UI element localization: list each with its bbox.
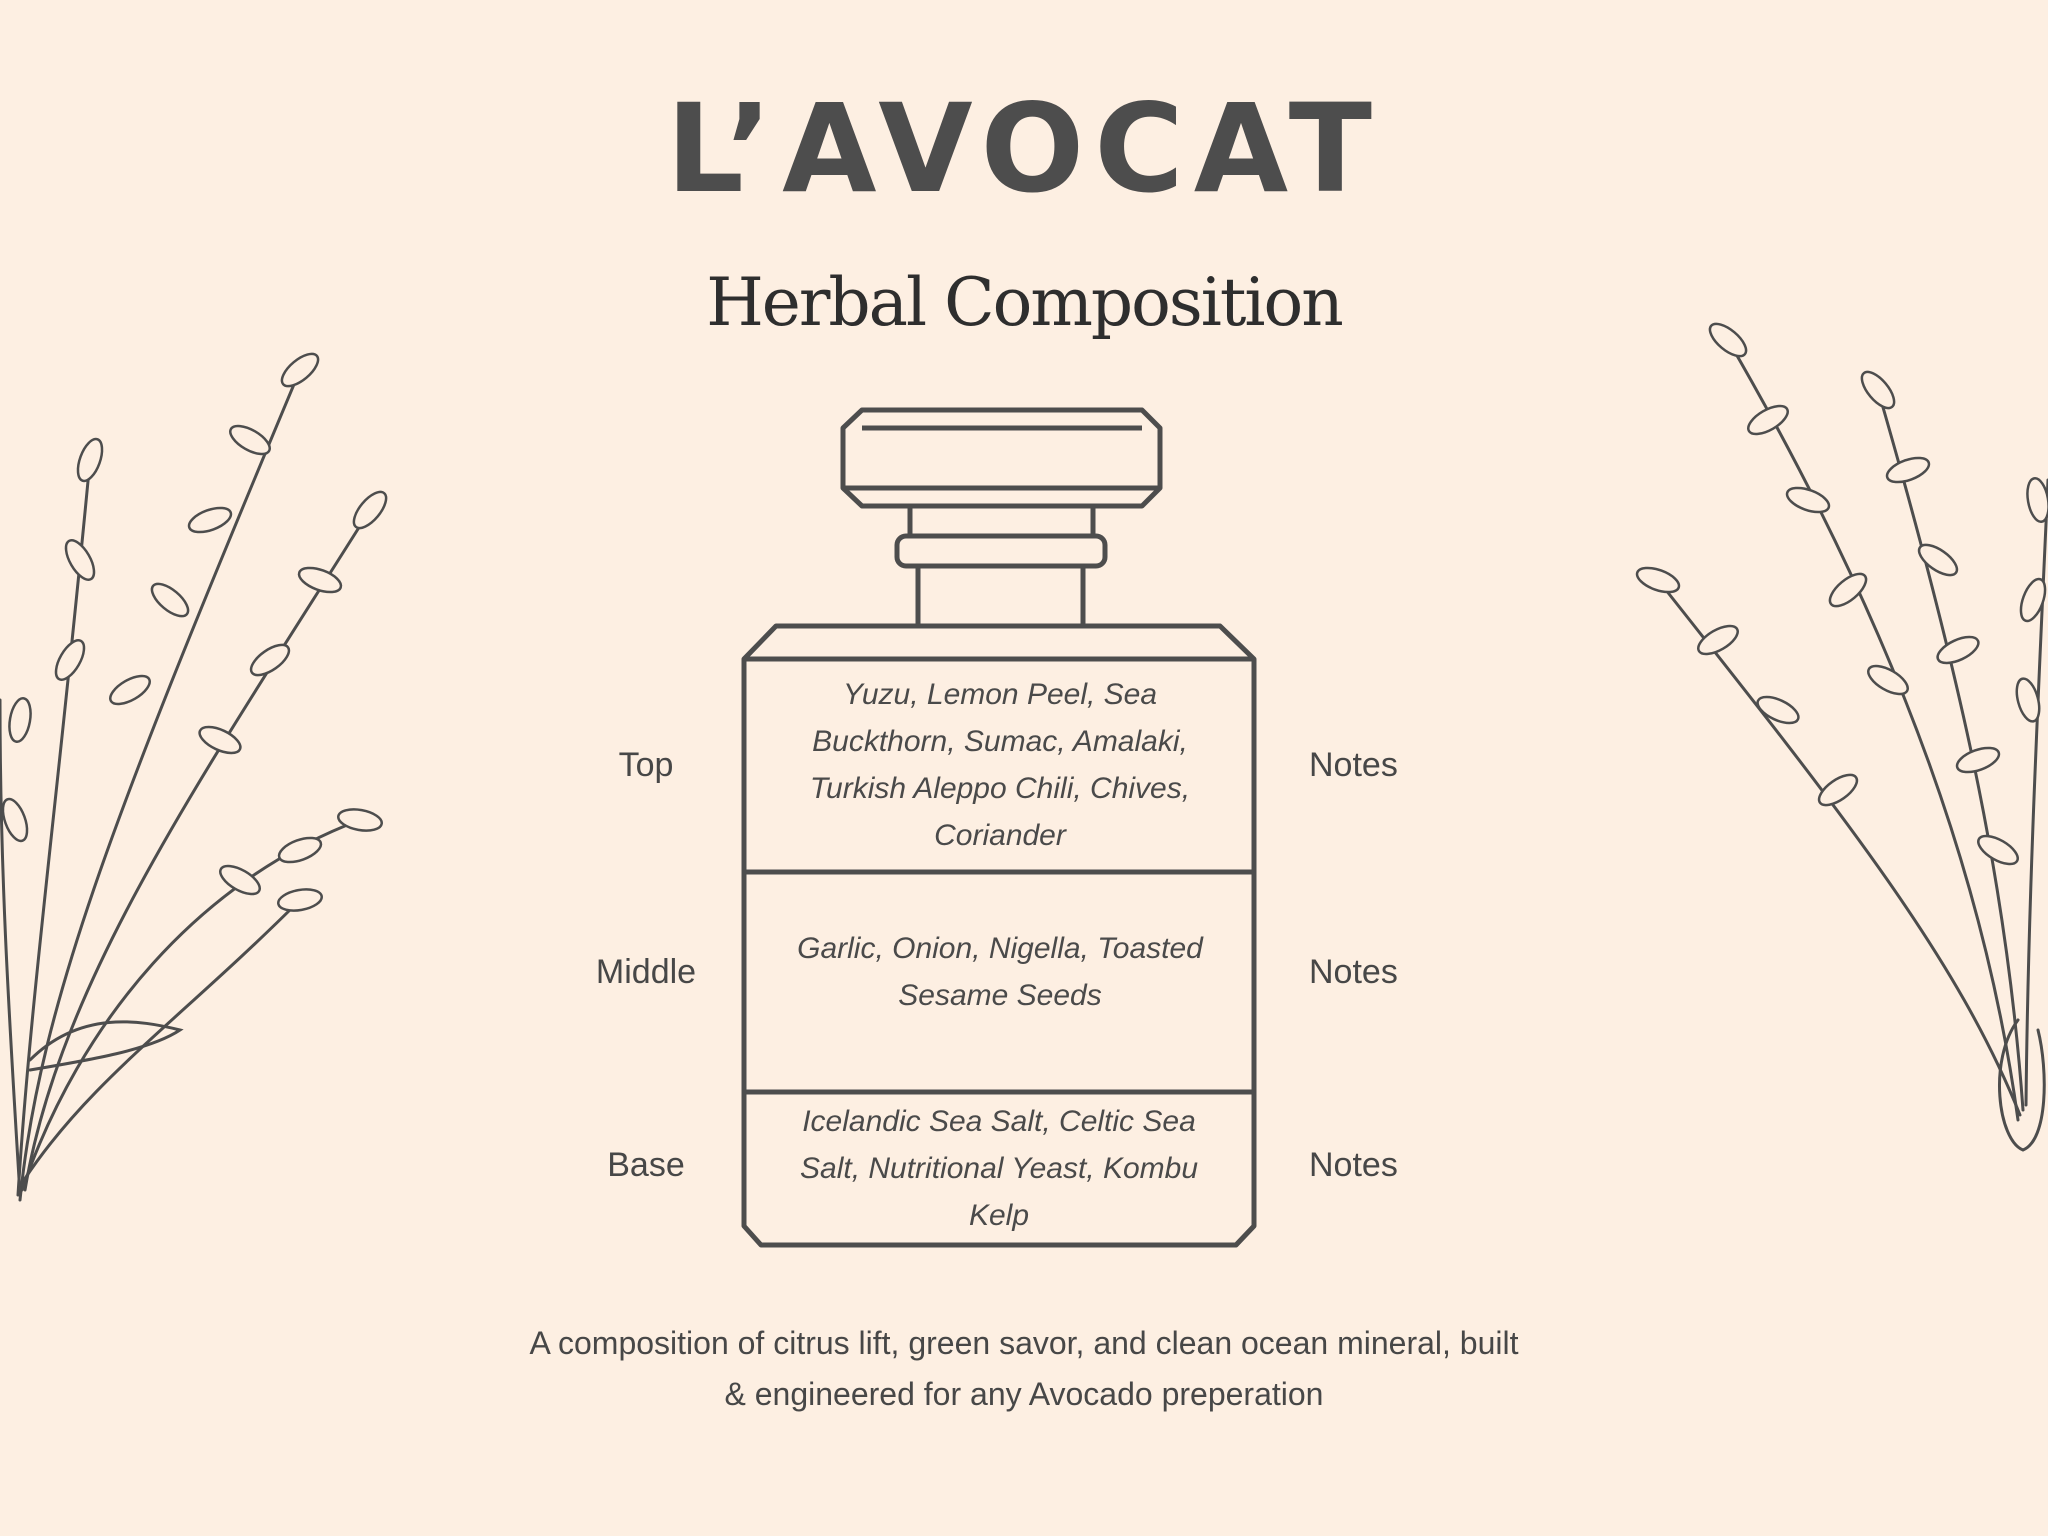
middle-notes-label: Middle (595, 953, 697, 991)
page-subtitle: Herbal Composition (706, 264, 1342, 341)
middle-notes-ingredients: Garlic, Onion, Nigella, Toasted Sesame Seeds (797, 932, 1203, 1012)
base-notes-ingredients: Icelandic Sea Salt, Celtic Sea Salt, Nutritional Yeast, Kombu Kelp (800, 1105, 1198, 1232)
brand-title: L’AVOCAT (666, 78, 1382, 220)
base-notes-label: Base (607, 1146, 685, 1184)
bottle-cap (843, 410, 1160, 506)
top-notes-suffix: Notes (1309, 746, 1398, 784)
middle-notes-suffix: Notes (1309, 953, 1398, 991)
top-notes-ingredients: Yuzu, Lemon Peel, Sea Buckthorn, Sumac, Amalaki, Turkish Aleppo Chili, Chives, Coriander (809, 678, 1191, 852)
bottle-collar (897, 536, 1105, 566)
bottle-neck-upper (910, 506, 1093, 536)
base-notes-suffix: Notes (1309, 1146, 1398, 1184)
top-notes-label: Top (618, 746, 674, 784)
composition-description: A composition of citrus lift, green savor, and clean ocean mineral, built & engineered for any Avocado preperation (529, 1325, 1519, 1412)
bottle-neck-lower (918, 566, 1083, 626)
